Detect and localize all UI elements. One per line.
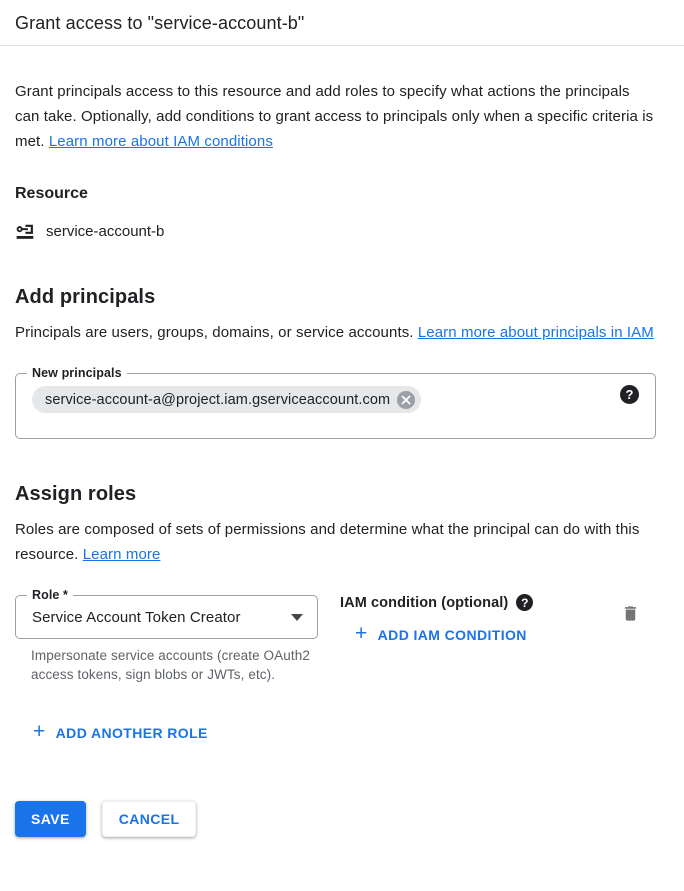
role-binding-row	[15, 588, 656, 684]
new-principals-field[interactable]	[15, 366, 656, 439]
iam-condition-column	[340, 595, 619, 646]
add-another-role-label: ADD ANOTHER ROLE	[55, 724, 208, 741]
principals-learn-more-link[interactable]: Learn more about principals in IAM	[417, 324, 654, 341]
principal-chip-text: service-account-a@project.iam.gserviceaccount.com	[45, 391, 391, 408]
intro-paragraph	[15, 79, 656, 154]
assign-roles-description	[15, 517, 656, 567]
dialog-title: Grant access to "service-account-b"	[15, 13, 305, 33]
roles-learn-more-link[interactable]: Learn more	[82, 546, 161, 563]
iam-conditions-link[interactable]: Learn more about IAM conditions	[48, 133, 273, 150]
dialog-header	[0, 0, 684, 46]
role-label: Role *	[27, 587, 73, 603]
plus-icon: +	[355, 622, 368, 645]
dialog-body	[0, 79, 684, 837]
dialog-actions	[15, 801, 656, 837]
add-principals-heading: Add principals	[15, 286, 156, 308]
delete-role-column	[619, 602, 642, 628]
new-principals-input-area[interactable]	[16, 374, 655, 425]
principals-help-icon[interactable]: ?	[620, 385, 639, 404]
role-helper-text: Impersonate service accounts (create OAuth2 access tokens, sign blobs or JWTs, etc).	[31, 648, 310, 682]
iam-condition-help-icon[interactable]: ?	[516, 594, 533, 611]
delete-role-button[interactable]	[619, 602, 642, 628]
principal-chip	[32, 386, 421, 413]
assign-roles-text: Roles are composed of sets of permissions and determine what the principal can do with this resource.	[15, 521, 640, 563]
add-iam-condition-button[interactable]	[355, 624, 527, 645]
add-another-role-button[interactable]	[33, 722, 208, 743]
assign-roles-heading: Assign roles	[15, 483, 137, 505]
add-principals-description	[15, 320, 656, 345]
role-column	[15, 588, 318, 684]
plus-icon: +	[33, 720, 46, 743]
service-account-icon	[15, 221, 35, 241]
resource-name: service-account-b	[46, 222, 165, 240]
iam-condition-label-row	[340, 593, 619, 612]
role-selected-value: Service Account Token Creator	[32, 608, 241, 626]
intro-text: Grant principals access to this resource and add roles to specify what actions the principals can take. Optionally, add conditions to grant access to principals only when a specific criteria is met.	[15, 83, 654, 150]
resource-heading: Resource	[15, 185, 88, 202]
save-button[interactable]: SAVE	[15, 801, 86, 837]
dropdown-arrow-icon	[291, 614, 303, 621]
cancel-button[interactable]: CANCEL	[102, 801, 197, 837]
new-principals-label: New principals	[27, 365, 127, 381]
resource-row	[15, 219, 656, 243]
role-select[interactable]	[15, 588, 318, 639]
iam-condition-label: IAM condition (optional)	[340, 594, 509, 611]
chip-remove-icon[interactable]	[397, 391, 415, 409]
trash-icon	[621, 611, 640, 626]
add-iam-condition-label: ADD IAM CONDITION	[377, 626, 527, 643]
add-principals-text: Principals are users, groups, domains, or service accounts.	[15, 324, 414, 341]
